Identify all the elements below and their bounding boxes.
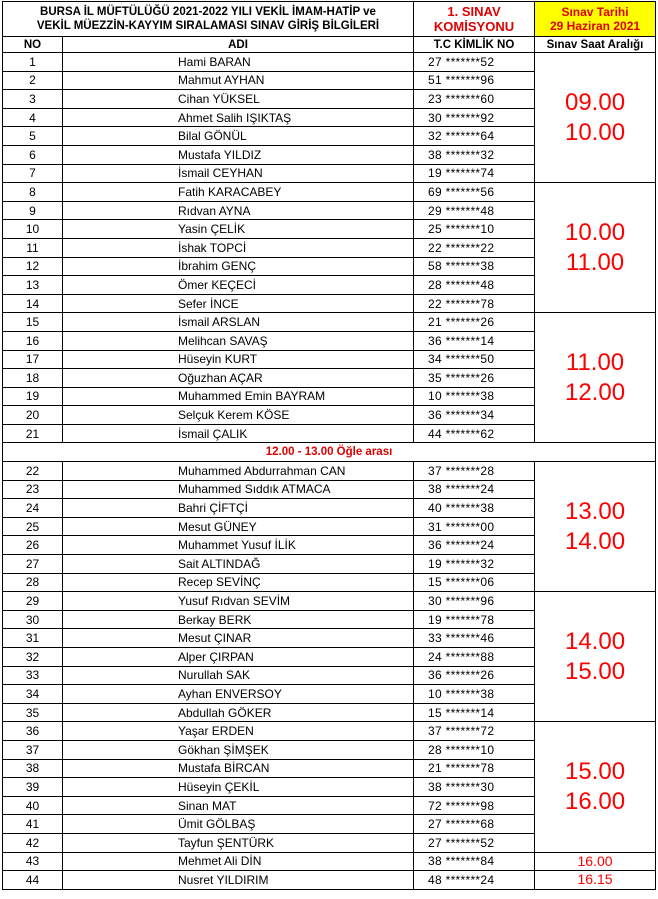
tc-number: 34 *******50 [414,350,535,369]
candidate-name: İsmail CEYHAN [63,164,414,183]
candidate-name: Mahmut AYHAN [63,71,414,90]
row-number: 7 [3,164,63,183]
time-slot [535,722,656,852]
tc-number: 30 *******96 [414,592,535,611]
candidate-name: Sefer İNCE [63,294,414,313]
candidate-name: Mesut GÜNEY [63,517,414,536]
tc-number: 28 *******10 [414,740,535,759]
candidate-name: Abdullah GÖKER [63,703,414,722]
row-number: 18 [3,369,63,388]
tc-number: 15 *******14 [414,703,535,722]
time-slot [535,183,656,313]
candidate-name: Ümit GÖLBAŞ [63,815,414,834]
time-slot-start: 16.00 [535,852,656,871]
row-number: 41 [3,815,63,834]
candidate-name: İsmail ÇALIK [63,424,414,443]
row-number: 22 [3,462,63,481]
row-number: 28 [3,573,63,592]
tc-number: 27 *******68 [414,815,535,834]
candidate-name: Ahmet Salih IŞIKTAŞ [63,108,414,127]
table-row [3,592,656,611]
candidate-name: Mehmet Ali DİN [63,852,414,871]
table-row [3,871,656,890]
tc-number: 38 *******24 [414,480,535,499]
tc-number: 21 *******26 [414,313,535,332]
row-number: 44 [3,871,63,890]
time-slot-start: 09.00 [564,88,626,116]
tc-number: 38 *******84 [414,852,535,871]
row-number: 32 [3,648,63,667]
row-number: 38 [3,759,63,778]
tc-number: 72 *******98 [414,796,535,815]
row-number: 33 [3,666,63,685]
title-line-2: VEKİL MÜEZZİN-KAYYIM SIRALAMASI SINAV GİRİŞ BİLGİLERİ [36,20,380,32]
candidate-name: Hüseyin KURT [63,350,414,369]
komisyon-line-2: KOMİSYONU [433,19,515,34]
tc-number: 10 *******38 [414,685,535,704]
candidate-name: Yusuf Rıdvan SEVİM [63,592,414,611]
candidate-name: Cihan YÜKSEL [63,90,414,109]
column-header-tc: T.C KİMLİK NO [414,37,535,53]
tc-number: 44 *******62 [414,424,535,443]
candidate-name: Mustafa BİRCAN [63,759,414,778]
tc-number: 36 *******34 [414,406,535,425]
tc-number: 27 *******52 [414,53,535,72]
tc-number: 36 *******14 [414,331,535,350]
komisyon-label [414,2,535,37]
row-number: 1 [3,53,63,72]
candidate-name: Hami BARAN [63,53,414,72]
candidate-name: Oğuzhan AÇAR [63,369,414,388]
row-number: 9 [3,201,63,220]
candidate-name: Tayfun ŞENTÜRK [63,833,414,852]
tc-number: 19 *******78 [414,610,535,629]
candidate-name: Ömer KEÇECİ [63,276,414,295]
column-header-no: NO [3,37,63,53]
tc-number: 19 *******32 [414,555,535,574]
row-number: 21 [3,424,63,443]
candidate-name: Sinan MAT [63,796,414,815]
row-number: 26 [3,536,63,555]
tc-number: 19 *******74 [414,164,535,183]
row-number: 24 [3,499,63,518]
candidate-name: Mesut ÇINAR [63,629,414,648]
tc-number: 37 *******72 [414,722,535,741]
row-number: 43 [3,852,63,871]
row-number: 25 [3,517,63,536]
row-number: 2 [3,71,63,90]
title-line-1: BURSA İL MÜFTÜLÜĞÜ 2021-2022 YILI VEKİL İMAM-HATİP ve [40,6,376,18]
tc-number: 23 *******60 [414,90,535,109]
row-number: 23 [3,480,63,499]
candidate-name: Yasin ÇELİK [63,220,414,239]
tc-number: 10 *******38 [414,387,535,406]
row-number: 20 [3,406,63,425]
table-row [3,462,656,481]
candidate-name: Ayhan ENVERSOY [63,685,414,704]
candidate-name: Gökhan ŞİMŞEK [63,740,414,759]
row-number: 27 [3,555,63,574]
column-header-name: ADI [63,37,414,53]
row-number: 29 [3,592,63,611]
tc-number: 30 *******92 [414,108,535,127]
row-number: 39 [3,778,63,797]
tc-number: 36 *******26 [414,666,535,685]
time-slot-start: 11.00 [565,348,625,376]
tc-number: 69 *******56 [414,183,535,202]
tc-number: 38 *******32 [414,145,535,164]
row-number: 5 [3,127,63,146]
candidate-name: Nusret YILDIRIM [63,871,414,890]
candidate-name: Berkay BERK [63,610,414,629]
candidate-name: Selçuk Kerem KÖSE [63,406,414,425]
tc-number: 25 *******10 [414,220,535,239]
tc-number: 38 *******30 [414,778,535,797]
tc-number: 58 *******38 [414,257,535,276]
row-number: 31 [3,629,63,648]
row-number: 19 [3,387,63,406]
time-slot-start: 14.00 [564,627,626,655]
row-number: 40 [3,796,63,815]
exam-date-label: Sınav Tarihi [561,5,629,19]
exam-date [535,2,656,37]
candidate-name: Muhammed Emin BAYRAM [63,387,414,406]
row-number: 11 [3,238,63,257]
tc-number: 27 *******52 [414,833,535,852]
tc-number: 31 *******00 [414,517,535,536]
candidate-name: Alper ÇIRPAN [63,648,414,667]
row-number: 36 [3,722,63,741]
time-slot-start: 13.00 [564,497,626,525]
tc-number: 29 *******48 [414,201,535,220]
tc-number: 37 *******28 [414,462,535,481]
candidate-name: Bilal GÖNÜL [63,127,414,146]
table-row [3,53,656,72]
tc-number: 15 *******06 [414,573,535,592]
time-slot-end: 12.00 [564,378,626,406]
candidate-name: Bahri ÇİFTÇİ [63,499,414,518]
time-slot-end: 16.15 [535,871,656,890]
time-slot [535,53,656,183]
time-slot [535,313,656,443]
tc-number: 36 *******24 [414,536,535,555]
row-number: 15 [3,313,63,332]
candidate-name: Recep SEVİNÇ [63,573,414,592]
tc-number: 40 *******38 [414,499,535,518]
time-slot-end: 10.00 [564,118,626,146]
tc-number: 21 *******78 [414,759,535,778]
time-slot-end: 14.00 [564,527,626,555]
candidate-name: Fatih KARACABEY [63,183,414,202]
candidate-name: İshak TOPCİ [63,238,414,257]
candidate-name: Yaşar ERDEN [63,722,414,741]
document-title [3,2,414,37]
candidate-name: Mustafa YILDIZ [63,145,414,164]
time-slot-end: 15.00 [564,657,626,685]
tc-number: 32 *******64 [414,127,535,146]
row-number: 12 [3,257,63,276]
row-number: 16 [3,331,63,350]
column-header-row [3,37,656,53]
table-row [3,722,656,741]
tc-number: 22 *******78 [414,294,535,313]
candidate-name: Muhammed Sıddık ATMACA [63,480,414,499]
candidate-name: İbrahim GENÇ [63,257,414,276]
komisyon-line-1: 1. SINAV [447,4,501,19]
tc-number: 35 *******26 [414,369,535,388]
row-number: 14 [3,294,63,313]
header-row [3,2,656,37]
tc-number: 33 *******46 [414,629,535,648]
row-number: 10 [3,220,63,239]
exam-schedule-table [2,1,656,890]
row-number: 35 [3,703,63,722]
tc-number: 22 *******22 [414,238,535,257]
tc-number: 51 *******96 [414,71,535,90]
time-slot [535,592,656,722]
tc-number: 24 *******88 [414,648,535,667]
column-header-time: Sınav Saat Aralığı [535,37,656,53]
tc-number: 48 *******24 [414,871,535,890]
tc-number: 28 *******48 [414,276,535,295]
row-number: 42 [3,833,63,852]
row-number: 3 [3,90,63,109]
time-slot [535,462,656,592]
row-number: 6 [3,145,63,164]
row-number: 4 [3,108,63,127]
row-number: 17 [3,350,63,369]
table-row [3,313,656,332]
table-row [3,183,656,202]
exam-date-value: 29 Haziran 2021 [549,19,641,33]
candidate-name: Rıdvan AYNA [63,201,414,220]
time-slot-end: 16.00 [564,787,626,815]
row-number: 30 [3,610,63,629]
row-number: 34 [3,685,63,704]
candidate-name: Hüseyin ÇEKİL [63,778,414,797]
lunch-break-row [3,443,656,462]
candidate-name: Muhammed Abdurrahman CAN [63,462,414,481]
time-slot-start: 10.00 [564,218,626,246]
row-number: 37 [3,740,63,759]
candidate-name: Melihcan SAVAŞ [63,331,414,350]
candidate-name: Nurullah SAK [63,666,414,685]
row-number: 13 [3,276,63,295]
time-slot-start: 15.00 [564,757,626,785]
lunch-break-label: 12.00 - 13.00 Öğle arası [3,443,656,462]
row-number: 8 [3,183,63,202]
candidate-name: İsmail ARSLAN [63,313,414,332]
time-slot-end: 11.00 [565,248,625,276]
candidate-name: Sait ALTINDAĞ [63,555,414,574]
candidate-name: Muhammet Yusuf İLİK [63,536,414,555]
table-row [3,852,656,871]
